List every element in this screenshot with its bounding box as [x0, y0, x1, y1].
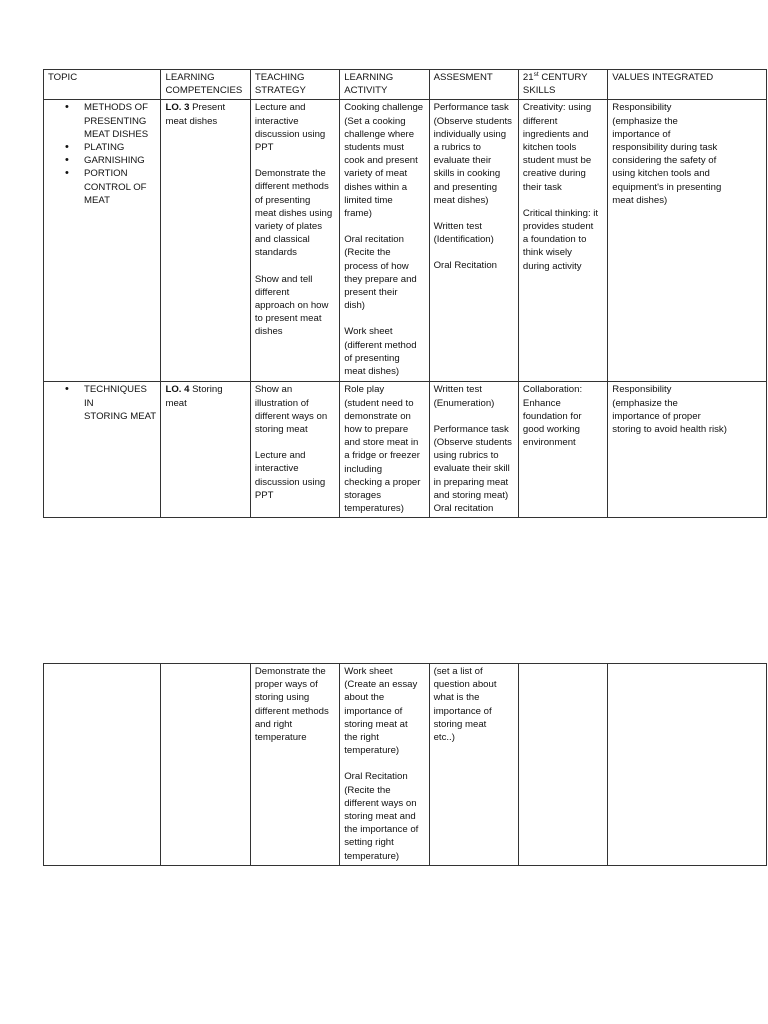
values-cell — [608, 382, 767, 518]
strategy-cell — [250, 382, 339, 518]
competency-cell — [161, 100, 250, 382]
skills-cell-empty — [518, 664, 607, 866]
skills-paragraph: Creativity: using different ingredients and kitchen tools student must be creative during their task — [522, 102, 592, 193]
activity-cell — [340, 382, 429, 518]
table-row-lo3 — [44, 100, 767, 382]
header-skills: 21st CENTURY SKILLS — [518, 70, 607, 100]
assessment-paragraph: Performance task (Observe students using rubrics to evaluate their skill in preparing meat and storing meat) Oral recitation — [433, 423, 512, 515]
activity-cell — [340, 100, 429, 382]
topic-cell — [44, 382, 161, 518]
skills-cell — [518, 382, 607, 518]
lo-text: Present meat dishes — [165, 102, 226, 127]
strategy-paragraph: Demonstrate the proper ways of storing using different methods and right temperature — [254, 666, 329, 744]
topic-list — [48, 101, 156, 207]
assessment-cell — [429, 100, 518, 382]
lesson-plan-table-page2 — [43, 663, 767, 866]
header-strategy: TEACHING STRATEGY — [250, 70, 339, 100]
activity-paragraph: Work sheet (Create an essay about the importance of storing meat at the right temperature) — [344, 666, 418, 757]
strategy-paragraph: Show an illustration of different ways on storing meat — [254, 384, 328, 436]
header-assessment: ASSESMENT — [429, 70, 518, 100]
header-row — [44, 70, 767, 100]
lo-number: LO. 3 — [165, 102, 190, 114]
list-item: • GARNISHING — [84, 154, 156, 167]
competency-cell — [161, 382, 250, 518]
skills-paragraph: Collaboration: Enhance foundation for good working environment — [522, 384, 583, 449]
assessment-paragraph: (set a list of question about what is the importance of storing meat etc..) — [433, 666, 497, 744]
activity-paragraph: Role play (student need to demonstrate on how to prepare and store meat in a fridge or freezer including checking a proper storages temperatures) — [344, 384, 421, 515]
list-item: • TECHNIQUES IN STORING MEAT — [84, 383, 156, 423]
table-row-continued — [44, 664, 767, 866]
competency-cell-empty — [161, 664, 250, 866]
lo-text: Storing meat — [165, 384, 223, 409]
strategy-cell — [250, 664, 339, 866]
skills-paragraph: Critical thinking: it provides student a foundation to think wisely during activity — [522, 207, 599, 272]
values-cell — [608, 100, 767, 382]
strategy-paragraph: Lecture and interactive discussion using PPT — [254, 102, 326, 154]
activity-paragraph: Oral recitation (Recite the process of how they prepare and present their dish) — [344, 234, 417, 312]
strategy-paragraph: Lecture and interactive discussion using PPT — [254, 450, 326, 501]
list-item: • PORTION CONTROL OF MEAT — [84, 167, 156, 207]
assessment-cell — [429, 664, 518, 866]
activity-paragraph: Oral Recitation (Recite the different ways on storing meat and the importance of setting right temperature) — [344, 771, 419, 862]
header-values: VALUES INTEGRATED — [608, 70, 767, 100]
header-competencies: LEARNING COMPETENCIES — [161, 70, 250, 100]
table-row-lo4 — [44, 382, 767, 518]
values-cell-empty — [608, 664, 767, 866]
list-item: • METHODS OF PRESENTING MEAT DISHES — [84, 101, 156, 141]
lo-number: LO. 4 — [165, 384, 190, 396]
strategy-cell — [250, 100, 339, 382]
assessment-paragraph: Performance task (Observe students individually using a rubrics to evaluate their skills in cooking and presenting meat dishes) — [433, 102, 512, 206]
activity-paragraph: Work sheet (different method of presenting meat dishes) — [344, 326, 417, 378]
assessment-paragraph: Written test (Identification) — [433, 221, 494, 246]
values-paragraph: Responsibility (emphasize the importance of proper storing to avoid health risk) — [612, 384, 727, 436]
header-activity: LEARNING ACTIVITY — [340, 70, 429, 100]
skills-cell — [518, 100, 607, 382]
activity-paragraph: Cooking challenge (Set a cooking challenge where students must cook and present variety of meat dishes within a limited time frame) — [344, 102, 424, 220]
topic-cell-empty — [44, 664, 161, 866]
topic-list — [48, 383, 156, 423]
list-item: • PLATING — [84, 141, 156, 154]
strategy-paragraph: Demonstrate the different methods of presenting meat dishes using variety of plates and classical standards — [254, 168, 333, 259]
topic-cell — [44, 100, 161, 382]
assessment-paragraph: Oral Recitation — [433, 260, 498, 272]
strategy-paragraph: Show and tell different approach on how to present meat dishes — [254, 273, 329, 338]
assessment-paragraph: Written test (Enumeration) — [433, 384, 495, 409]
header-topic: TOPIC — [44, 70, 161, 100]
assessment-cell — [429, 382, 518, 518]
activity-cell — [340, 664, 429, 866]
values-paragraph: Responsibility (emphasize the importance of responsibility during task considering the safety of using kitchen tools and equipment's in presenting meat dishes) — [612, 102, 722, 206]
lesson-plan-table-page1 — [43, 69, 767, 518]
